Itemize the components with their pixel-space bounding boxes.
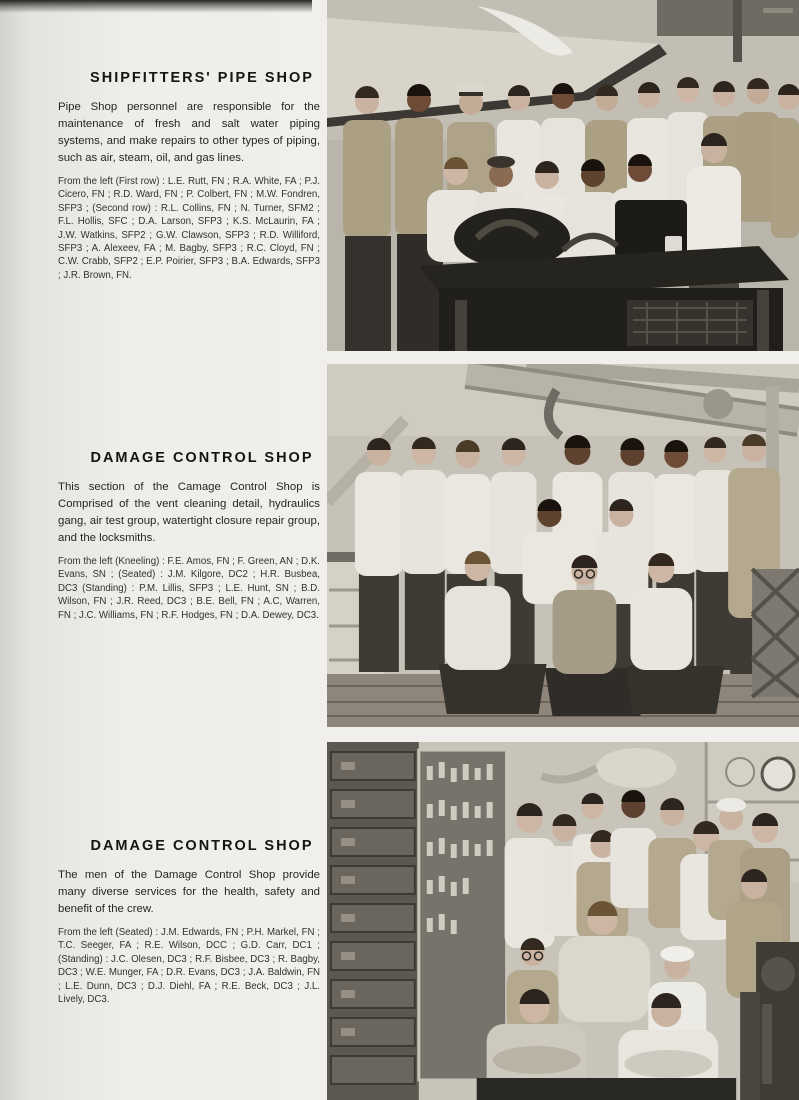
pipe-shop-group-photo xyxy=(327,0,799,351)
damage-control-group-photo-1 xyxy=(327,364,799,727)
section-heading: SHIPFITTERS' PIPE SHOP xyxy=(90,70,314,86)
section-damage-control-shop-1 xyxy=(58,450,320,622)
section-description: Pipe Shop personnel are responsible for the maintenance of fresh and salt water piping systems, and make repairs to other types of piping, such as air, steam, oil, and gas lines. xyxy=(58,101,320,164)
photo-caption-names: From the left (First row) : L.E. Rutt, FN ; R.A. White, FA ; P.J. Cicero, FN ; R.D. Ward, FN ; P. Colbert, FN ; M.W. Fondren, SFP3 ; (Second row) : R.L. Collins, FN ; N. Turner, SFM2 ; F.L. Hollis, SFC ; D.A. Larson, SFP3 ; K.S. McLaurin, FA ; J.W. Watkins, SFP2 ; G.W. Clawson, SFP3 ; R.D. Williford, SFP3 ; A. Alexeev, FA ; M. Bagby, SFP3 ; R.C. Cloyd, FN ; C.W. Crabb, SFP2 ; E.P. Poirier, SFP3 ; B.A. Edwards, SFP3 ; J.R. Brown, FN. xyxy=(58,176,320,281)
photo-caption-names: From the left (Seated) : J.M. Edwards, FN ; P.H. Markel, FN ; T.C. Seeger, FA ; R.E. Wilson, DCC ; G.D. Carr, DC1 ; (Standing) : J.C. Olesen, DC3 ; R.F. Bisbee, DC3 ; R. Bagby, DC3 ; W.E. Munger, FA ; D.R. Evans, DC3 ; J.A. Baldwin, FN ; L.E. Dunn, DC3 ; D.J. Diehl, FA ; R.E. Beck, DC3 ; J.L. Lively, DC3. xyxy=(58,927,320,1006)
scan-edge-shadow xyxy=(0,0,312,13)
damage-control-photo-illustration-2 xyxy=(327,742,799,1100)
damage-control-group-photo-2 xyxy=(327,742,799,1100)
photo-caption-names: From the left (Kneeling) : F.E. Amos, FN ; F. Green, AN ; D.K. Evans, SN ; (Seated) : J.M. Kilgore, DC2 ; H.R. Busbea, DC3 (Standing) : P.M. Lillis, SFP3 ; L.E. Hunt, SN ; B.D. Wilson, FN ; J.R. Reed, DC3 ; B.E. Bell, FN ; A.C, Warren, FN ; J.C. Williams, FN ; R.F. Hodges, FN ; D.A. Dewey, DC3. xyxy=(58,556,320,621)
damage-control-photo-illustration-1 xyxy=(327,364,799,727)
section-heading: DAMAGE CONTROL SHOP xyxy=(90,838,314,854)
section-description: The men of the Damage Control Shop provide many diverse services for the health, safety and benefit of the crew. xyxy=(58,869,320,915)
section-heading: DAMAGE CONTROL SHOP xyxy=(90,450,314,466)
section-damage-control-shop-2 xyxy=(58,838,320,1006)
section-shipfitters-pipe-shop xyxy=(58,70,320,282)
section-description: This section of the Camage Control Shop is Comprised of the vent cleaning detail, hydraulics gang, air test group, watertight closure repair group, and the locksmiths. xyxy=(58,481,320,544)
pipe-shop-photo-illustration xyxy=(327,0,799,351)
